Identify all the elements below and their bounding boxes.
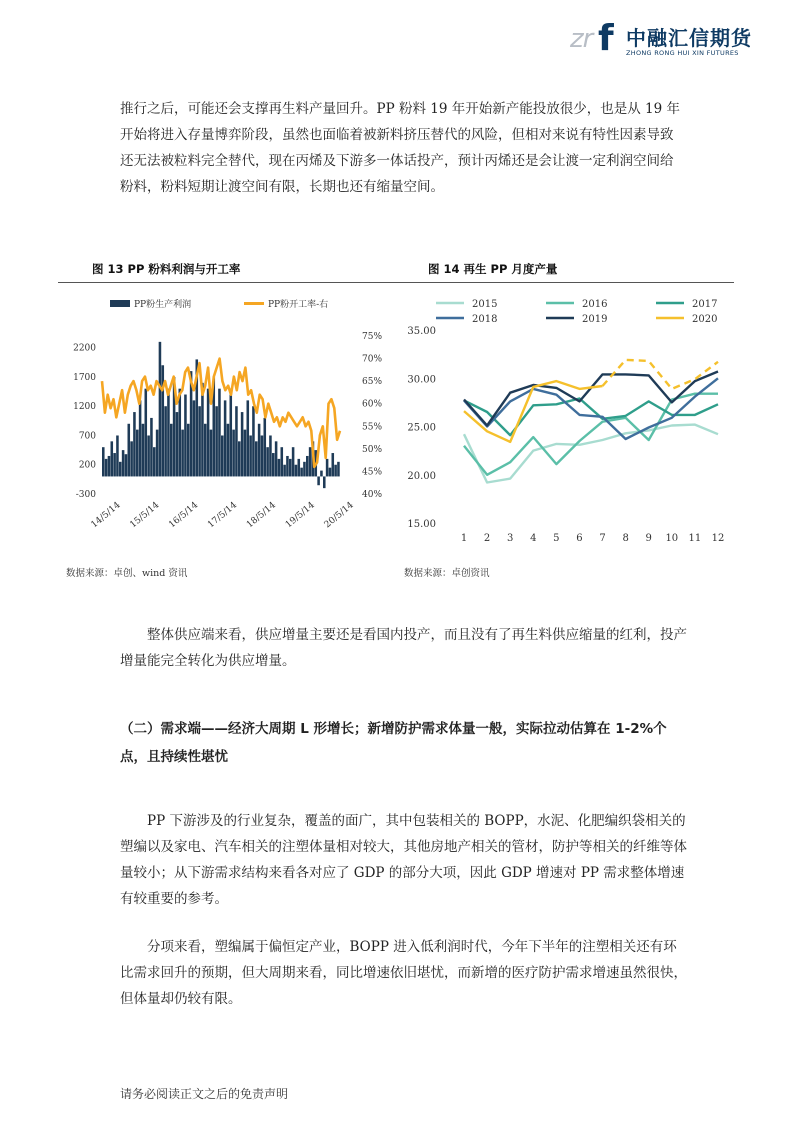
- profit-bar: [306, 456, 309, 476]
- profit-bar: [119, 462, 122, 477]
- right-axis-tick-label: 40%: [362, 490, 383, 500]
- x-axis-tick-label: 2: [483, 533, 491, 544]
- profit-bar: [153, 447, 156, 476]
- profit-bar: [176, 412, 179, 476]
- left-axis-tick-label: 1200: [73, 402, 96, 413]
- profit-bar: [210, 430, 213, 477]
- profit-bar: [170, 424, 173, 477]
- right-axis-tick-label: 65%: [362, 377, 383, 388]
- y-axis-tick-label: 35.00: [407, 326, 436, 337]
- profit-bar: [164, 406, 167, 476]
- profit-bar: [252, 406, 255, 476]
- profit-bar: [179, 389, 182, 477]
- profit-bar: [255, 441, 258, 476]
- profit-bar: [303, 462, 306, 477]
- x-axis-tick-label: 16/5/14: [167, 500, 201, 531]
- legend-label-2015: 2015: [472, 299, 498, 310]
- profit-bar: [150, 418, 153, 477]
- disclaimer-footer: 请务必阅读正文之后的免责声明: [120, 1087, 289, 1101]
- profit-bar: [159, 342, 162, 477]
- figure-14-chart: [396, 288, 736, 550]
- x-axis-tick-label: 19/5/14: [283, 500, 317, 531]
- legend-label-2017: 2017: [692, 299, 718, 310]
- left-axis-tick-label: 2200: [73, 343, 96, 354]
- profit-bar: [113, 453, 116, 476]
- series-line-2015: [464, 425, 718, 483]
- x-axis-tick-label: 18/5/14: [244, 500, 279, 531]
- x-axis-tick-label: 8: [622, 533, 629, 544]
- profit-bar: [193, 400, 196, 476]
- paragraph-3: PP 下游涉及的行业复杂，覆盖的面广，其中包装相关的 BOPP，水泥、化肥编织袋相关的塑编以及家电、汽车相关的注塑体量相对较大，其他房地产相关的管材，防护等相关的纤维等体量较小；从下游需求结构来看各对应了 GDP 的部分大项，因此 GDP 增速对 PP 需求整体增速有较重要的参考。: [120, 813, 687, 907]
- x-axis-tick-label: 9: [645, 533, 652, 544]
- x-axis-tick-label: 6: [576, 533, 583, 544]
- x-axis-tick-label: 20/5/14: [322, 500, 356, 531]
- profit-bar: [102, 447, 105, 476]
- profit-bar: [320, 471, 323, 477]
- profit-bar: [317, 476, 320, 485]
- legend-label-rate: PP粉开工率-右: [268, 300, 329, 310]
- profit-bar: [264, 418, 267, 477]
- profit-bar: [111, 441, 114, 476]
- x-axis-tick-label: 11: [688, 533, 702, 544]
- x-axis-tick-label: 14/5/14: [89, 500, 123, 531]
- profit-bar: [323, 476, 326, 488]
- profit-bar: [269, 435, 272, 476]
- profit-bar: [249, 435, 252, 476]
- profit-bar: [244, 430, 247, 477]
- figure-13-source: 数据来源：卓创、wind 资讯: [66, 568, 188, 579]
- profit-bar: [298, 459, 301, 477]
- profit-bar: [184, 395, 187, 477]
- x-axis-tick-label: 17/5/14: [206, 500, 240, 531]
- legend-label-2018: 2018: [472, 314, 498, 325]
- x-axis-tick-label: 3: [506, 533, 514, 544]
- paragraph-2: 整体供应端来看，供应增量主要还是看国内投产，而且没有了再生料供应缩量的红利，投产增量能完全转化为供应增量。: [120, 627, 687, 669]
- profit-bar: [272, 453, 275, 476]
- profit-bar: [218, 389, 221, 477]
- profit-bar: [235, 406, 238, 476]
- profit-bar: [207, 389, 210, 477]
- profit-bar: [215, 406, 218, 476]
- profit-bar: [108, 456, 111, 476]
- profit-bar: [167, 389, 170, 477]
- profit-bar: [332, 453, 335, 476]
- legend-swatch-profit: [110, 300, 130, 307]
- profit-bar: [142, 424, 145, 477]
- profit-bar: [136, 430, 139, 477]
- profit-bar: [337, 462, 340, 477]
- section-heading: （二）需求端——经济大周期 L 形增长；新增防护需求体量一般，实际拉动估算在 1-2%个点，且持续性堪忧: [120, 721, 667, 765]
- figure-13-title: 图 13 PP 粉料利润与开工率: [92, 262, 241, 276]
- profit-bar: [266, 447, 269, 476]
- profit-bar: [238, 441, 241, 476]
- profit-bar: [156, 430, 159, 477]
- left-axis-tick-label: 1700: [73, 372, 96, 383]
- x-axis-tick-label: 12: [711, 533, 725, 544]
- x-axis-tick-label: 7: [599, 533, 606, 544]
- profit-bar: [128, 424, 131, 477]
- profit-bar: [105, 459, 108, 477]
- profit-bar: [295, 465, 298, 477]
- paragraph-1: 推行之后，可能还会支撑再生料产量回升。PP 粉料 19 年开始新产能投放很少，也是从 19 年开始将进入存量博弈阶段，虽然也面临着被新料挤压替代的风险，但相对来说有特性因素导致还无法被粒料完全替代，现在丙烯及下游多一体话投产，预计丙烯还是会让渡一定利润空间给粉料，粉料短期让渡空间有限，长期也还有缩量空间。: [120, 101, 680, 195]
- paragraph-4: 分项来看，塑编属于偏恒定产业，BOPP 进入低利润时代，今年下半年的注塑相关还有环比需求回升的预期，但大周期来看，同比增速依旧堪忧，而新增的医疗防护需求增速虽然很快，但体量却仍较有限。: [120, 939, 687, 1007]
- profit-bar: [261, 435, 264, 476]
- profit-bar: [334, 465, 337, 477]
- right-axis-tick-label: 70%: [362, 354, 383, 365]
- x-axis-tick-label: 1: [460, 533, 468, 544]
- right-axis-tick-label: 75%: [362, 332, 383, 342]
- profit-bar: [247, 400, 250, 476]
- figure-13-chart: [58, 288, 396, 550]
- profit-bar: [116, 435, 119, 476]
- profit-bar: [230, 389, 233, 477]
- legend-label-2016: 2016: [582, 299, 608, 310]
- right-axis-tick-label: 60%: [362, 399, 383, 410]
- x-axis-tick-label: 5: [553, 533, 560, 544]
- left-axis-tick-label: -300: [75, 490, 96, 500]
- profit-bar: [300, 468, 303, 477]
- profit-bar: [278, 459, 281, 477]
- profit-bar: [145, 389, 148, 477]
- profit-bar: [286, 456, 289, 476]
- logo-english-name: ZHONG RONG HUI XIN FUTURES: [626, 49, 739, 57]
- profit-bar: [241, 412, 244, 476]
- profit-bar: [221, 435, 224, 476]
- x-axis-tick-label: 4: [530, 533, 537, 544]
- profit-bar: [122, 450, 125, 476]
- y-axis-tick-label: 20.00: [407, 470, 436, 482]
- right-axis-tick-label: 55%: [362, 422, 383, 433]
- right-axis-tick-label: 45%: [362, 467, 383, 478]
- company-logo: [570, 18, 770, 62]
- profit-bar: [125, 454, 128, 476]
- profit-bar: [133, 412, 136, 476]
- legend-label-profit: PP粉生产利润: [134, 300, 192, 310]
- y-axis-tick-label: 15.00: [407, 519, 436, 530]
- profit-bar: [181, 430, 184, 477]
- y-axis-tick-label: 25.00: [407, 422, 436, 434]
- logo-chinese-name: 中融汇信期货: [626, 26, 752, 50]
- profit-bar: [198, 406, 201, 476]
- y-axis-tick-label: 30.00: [407, 374, 436, 386]
- figure-14-source: 数据来源：卓创资讯: [404, 568, 490, 579]
- profit-bar: [232, 430, 235, 477]
- legend-label-2020: 2020: [692, 314, 718, 325]
- x-axis-tick-label: 15/5/14: [128, 500, 162, 531]
- profit-bar: [224, 400, 227, 476]
- profit-bar: [329, 468, 332, 477]
- profit-bar: [292, 447, 295, 476]
- left-axis-tick-label: 700: [78, 431, 96, 442]
- profit-bar: [227, 424, 230, 477]
- profit-bar: [275, 441, 278, 476]
- logo-mark: zr: [570, 24, 593, 54]
- x-axis-tick-label: 10: [665, 533, 679, 544]
- profit-bar: [283, 465, 286, 477]
- profit-bar: [204, 424, 207, 477]
- profit-bar: [258, 424, 261, 477]
- profit-bar: [187, 424, 190, 477]
- profit-bar: [147, 435, 150, 476]
- left-axis-tick-label: 200: [78, 460, 96, 471]
- profit-bar: [201, 383, 204, 477]
- figure-top-rule: [58, 282, 734, 283]
- logo-f: f: [598, 18, 614, 59]
- profit-bar: [281, 447, 284, 476]
- figure-14-title: 图 14 再生 PP 月度产量: [428, 262, 558, 276]
- legend-label-2019: 2019: [582, 314, 608, 325]
- profit-bar: [289, 459, 292, 477]
- right-axis-tick-label: 50%: [362, 444, 383, 455]
- profit-bar: [326, 459, 329, 477]
- profit-bar: [139, 400, 142, 476]
- profit-bar: [309, 447, 312, 476]
- profit-bar: [130, 441, 133, 476]
